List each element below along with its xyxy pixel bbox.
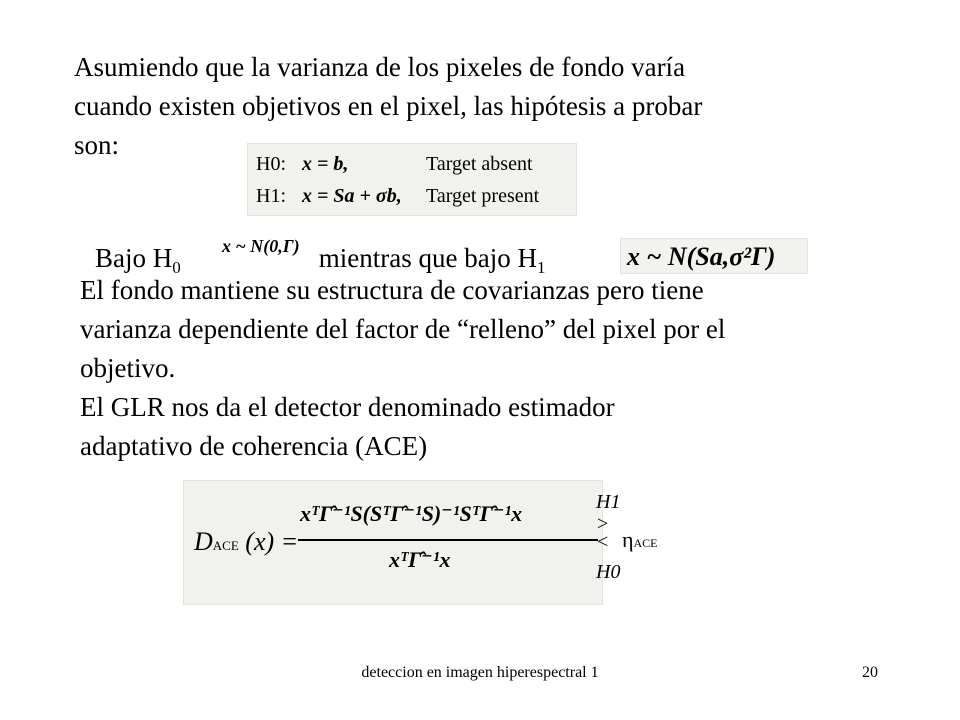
body-line-5: adaptativo de coherencia (ACE) bbox=[80, 431, 428, 461]
formula-eta: η bbox=[622, 527, 634, 552]
intro-line-3: son: bbox=[74, 130, 120, 160]
hypothesis-description: Target absent bbox=[426, 153, 533, 175]
formula-lhs-symbol: D bbox=[194, 527, 213, 556]
formula-numerator: xᵀΓ̂⁻¹S(SᵀΓ̂⁻¹S)⁻¹SᵀΓ̂⁻¹x bbox=[300, 501, 523, 526]
intro-line-1: Asumiendo que la varianza de los pixeles de fondo varía bbox=[74, 52, 686, 82]
formula-comparison bbox=[597, 515, 608, 551]
body-line-3: objetivo. bbox=[80, 353, 176, 383]
formula-fraction-bar bbox=[298, 539, 598, 541]
body-line-4: El GLR nos da el detector denominado estimador bbox=[80, 392, 615, 422]
formula-threshold bbox=[622, 527, 658, 553]
hypothesis-label: H0: bbox=[256, 153, 286, 175]
formula-denominator: xᵀΓ̂⁻¹x bbox=[389, 547, 451, 572]
hypotheses-image bbox=[247, 143, 577, 216]
formula-less: < bbox=[597, 531, 609, 553]
intro-line-2: cuando existen objetivos en el pixel, las hipótesis a probar bbox=[74, 91, 703, 121]
hypothesis-description: Target present bbox=[426, 185, 540, 207]
slide-footer: deteccion en imagen hiperespectral 1 bbox=[361, 664, 599, 681]
body-paragraph bbox=[80, 271, 725, 466]
formula-lhs-sub: ACE bbox=[212, 538, 239, 553]
hypothesis-equation: x = b, bbox=[302, 153, 349, 175]
bajo-prefix: Bajo H bbox=[95, 243, 173, 273]
hypothesis-equation: x = Sa + σb, bbox=[302, 185, 402, 207]
bajo-sub-1: 1 bbox=[536, 258, 546, 277]
bajo-middle: mientras que bajo H bbox=[318, 243, 537, 273]
formula-h0: H0 bbox=[596, 561, 621, 583]
formula-h1: H1 bbox=[596, 491, 621, 513]
page-number: 20 bbox=[862, 664, 878, 681]
hypothesis-h1 bbox=[256, 180, 568, 212]
formula-eta-sub: ACE bbox=[633, 536, 658, 550]
body-line-1: El fondo mantiene su estructura de covarianzas pero tiene bbox=[80, 275, 704, 305]
hypothesis-h0 bbox=[256, 148, 568, 180]
formula-lhs-arg: (x) = bbox=[245, 527, 299, 556]
distribution-h1: x ~ N(Sa,σ²Γ) bbox=[620, 238, 808, 274]
formula-lhs bbox=[194, 527, 298, 557]
ace-formula-image bbox=[183, 480, 658, 605]
distribution-h0: x ~ N(0,Γ) bbox=[222, 236, 300, 256]
body-line-2: varianza dependiente del factor de “relleno” del pixel por el bbox=[80, 314, 726, 344]
formula-greater: > bbox=[597, 513, 609, 535]
hypothesis-label: H1: bbox=[256, 185, 286, 207]
bajo-sub-0: 0 bbox=[172, 258, 181, 277]
